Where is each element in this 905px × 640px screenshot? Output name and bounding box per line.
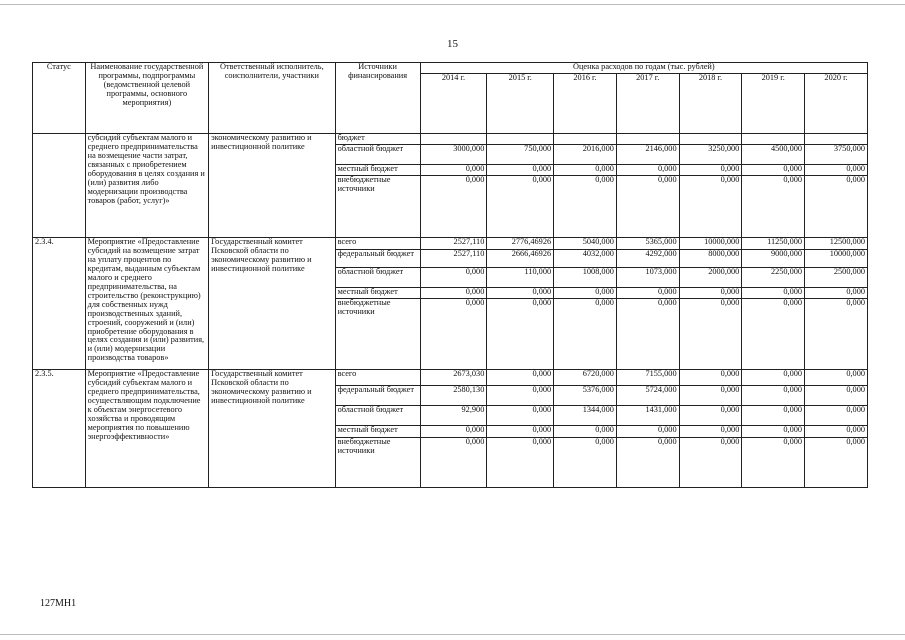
source-cell: местный бюджет bbox=[335, 165, 420, 176]
source-cell: всего bbox=[335, 370, 420, 386]
value-cell: 92,900 bbox=[420, 406, 487, 426]
value-cell: 0,000 bbox=[487, 438, 554, 488]
value-cell: 4292,000 bbox=[616, 250, 679, 268]
value-cell: 1008,000 bbox=[554, 268, 617, 288]
value-cell: 2673,030 bbox=[420, 370, 487, 386]
status-cell: 2.3.4. bbox=[33, 238, 86, 370]
source-cell: федеральный бюджет bbox=[335, 250, 420, 268]
value-cell bbox=[805, 134, 868, 145]
source-cell: внебюджетные источники bbox=[335, 299, 420, 370]
header-status: Статус bbox=[33, 63, 86, 134]
header-year: 2014 г. bbox=[420, 74, 487, 134]
value-cell: 0,000 bbox=[554, 176, 617, 238]
value-cell: 0,000 bbox=[616, 299, 679, 370]
value-cell: 0,000 bbox=[742, 426, 805, 438]
value-cell: 0,000 bbox=[742, 438, 805, 488]
value-cell: 0,000 bbox=[487, 386, 554, 406]
table-row bbox=[33, 238, 868, 250]
value-cell: 2000,000 bbox=[679, 268, 742, 288]
value-cell bbox=[742, 134, 805, 145]
value-cell: 2527,110 bbox=[420, 238, 487, 250]
value-cell: 0,000 bbox=[420, 426, 487, 438]
value-cell: 0,000 bbox=[554, 165, 617, 176]
header-responsible: Ответственный исполнитель, соисполнители, участники bbox=[209, 63, 336, 134]
value-cell: 0,000 bbox=[554, 288, 617, 299]
value-cell: 0,000 bbox=[742, 406, 805, 426]
source-cell: федеральный бюджет bbox=[335, 386, 420, 406]
value-cell: 0,000 bbox=[420, 176, 487, 238]
scan-artifact-bottom bbox=[0, 634, 905, 635]
header-name: Наименование государственной программы, подпрограммы (ведомственной целевой программы, основного мероприятия) bbox=[85, 63, 208, 134]
value-cell: 110,000 bbox=[487, 268, 554, 288]
value-cell: 0,000 bbox=[679, 288, 742, 299]
value-cell: 2500,000 bbox=[805, 268, 868, 288]
header-year: 2016 г. bbox=[554, 74, 617, 134]
value-cell: 3000,000 bbox=[420, 145, 487, 165]
value-cell: 0,000 bbox=[616, 426, 679, 438]
value-cell: 4500,000 bbox=[742, 145, 805, 165]
value-cell: 6720,000 bbox=[554, 370, 617, 386]
value-cell: 0,000 bbox=[805, 165, 868, 176]
value-cell bbox=[554, 134, 617, 145]
responsible-cell: Государственный комитет Псковской области по экономическому развитию и инвестиционной политике bbox=[209, 370, 336, 488]
value-cell: 0,000 bbox=[679, 299, 742, 370]
value-cell: 3750,000 bbox=[805, 145, 868, 165]
source-cell: областной бюджет bbox=[335, 406, 420, 426]
value-cell: 2776,46926 bbox=[487, 238, 554, 250]
table-row bbox=[33, 134, 868, 145]
value-cell: 7155,000 bbox=[616, 370, 679, 386]
value-cell: 0,000 bbox=[420, 268, 487, 288]
source-cell: внебюджетные источники bbox=[335, 176, 420, 238]
value-cell: 5724,000 bbox=[616, 386, 679, 406]
value-cell: 0,000 bbox=[679, 386, 742, 406]
value-cell: 0,000 bbox=[616, 165, 679, 176]
value-cell: 0,000 bbox=[742, 299, 805, 370]
value-cell: 0,000 bbox=[487, 426, 554, 438]
source-cell: внебюджетные источники bbox=[335, 438, 420, 488]
value-cell: 0,000 bbox=[805, 406, 868, 426]
status-cell: 2.3.5. bbox=[33, 370, 86, 488]
value-cell: 0,000 bbox=[487, 176, 554, 238]
value-cell: 0,000 bbox=[554, 438, 617, 488]
value-cell: 0,000 bbox=[679, 426, 742, 438]
value-cell: 8000,000 bbox=[679, 250, 742, 268]
value-cell: 0,000 bbox=[679, 406, 742, 426]
value-cell: 0,000 bbox=[805, 370, 868, 386]
value-cell: 2250,000 bbox=[742, 268, 805, 288]
value-cell: 0,000 bbox=[742, 370, 805, 386]
value-cell: 0,000 bbox=[679, 165, 742, 176]
value-cell: 0,000 bbox=[487, 165, 554, 176]
header-year: 2017 г. bbox=[616, 74, 679, 134]
value-cell: 5040,000 bbox=[554, 238, 617, 250]
value-cell: 0,000 bbox=[487, 406, 554, 426]
value-cell: 0,000 bbox=[487, 370, 554, 386]
value-cell: 1344,000 bbox=[554, 406, 617, 426]
value-cell: 0,000 bbox=[616, 176, 679, 238]
value-cell: 0,000 bbox=[487, 299, 554, 370]
table-row bbox=[33, 370, 868, 386]
header-year: 2015 г. bbox=[487, 74, 554, 134]
value-cell: 0,000 bbox=[420, 438, 487, 488]
value-cell: 9000,000 bbox=[742, 250, 805, 268]
value-cell: 0,000 bbox=[742, 165, 805, 176]
expenditure-table bbox=[32, 62, 868, 488]
header-year: 2018 г. bbox=[679, 74, 742, 134]
responsible-cell: Государственный комитет Псковской области по экономическому развитию и инвестиционной политике bbox=[209, 238, 336, 370]
responsible-cell: экономическому развитию и инвестиционной политике bbox=[209, 134, 336, 238]
header-estimate: Оценка расходов по годам (тыс. рублей) bbox=[420, 63, 867, 74]
name-cell: субсидий субъектам малого и среднего предпринимательства на возмещение части затрат, связанных с приобретением оборудования в целях создания и (или) развития либо модернизации производства товаров (работ, услуг)» bbox=[85, 134, 208, 238]
value-cell: 0,000 bbox=[679, 438, 742, 488]
value-cell bbox=[420, 134, 487, 145]
value-cell: 0,000 bbox=[679, 370, 742, 386]
value-cell bbox=[616, 134, 679, 145]
source-cell: областной бюджет bbox=[335, 145, 420, 165]
value-cell: 1431,000 bbox=[616, 406, 679, 426]
value-cell: 0,000 bbox=[742, 288, 805, 299]
value-cell: 2527,110 bbox=[420, 250, 487, 268]
header-year: 2019 г. bbox=[742, 74, 805, 134]
value-cell: 0,000 bbox=[420, 165, 487, 176]
source-cell: местный бюджет bbox=[335, 288, 420, 299]
value-cell: 0,000 bbox=[805, 299, 868, 370]
page-number: 15 bbox=[447, 38, 458, 50]
source-cell: бюджет bbox=[335, 134, 420, 145]
value-cell: 0,000 bbox=[742, 386, 805, 406]
value-cell bbox=[487, 134, 554, 145]
value-cell: 12500,000 bbox=[805, 238, 868, 250]
value-cell: 0,000 bbox=[616, 438, 679, 488]
value-cell: 0,000 bbox=[487, 288, 554, 299]
value-cell: 2016,000 bbox=[554, 145, 617, 165]
source-cell: местный бюджет bbox=[335, 426, 420, 438]
value-cell: 0,000 bbox=[679, 176, 742, 238]
value-cell: 3250,000 bbox=[679, 145, 742, 165]
value-cell: 4032,000 bbox=[554, 250, 617, 268]
value-cell: 0,000 bbox=[554, 299, 617, 370]
footer-code: 127МН1 bbox=[40, 598, 77, 609]
value-cell: 0,000 bbox=[742, 176, 805, 238]
value-cell: 0,000 bbox=[554, 426, 617, 438]
value-cell: 0,000 bbox=[805, 426, 868, 438]
table-header bbox=[33, 63, 868, 134]
value-cell: 1073,000 bbox=[616, 268, 679, 288]
value-cell: 0,000 bbox=[420, 299, 487, 370]
value-cell: 11250,000 bbox=[742, 238, 805, 250]
value-cell: 750,000 bbox=[487, 145, 554, 165]
value-cell: 2146,000 bbox=[616, 145, 679, 165]
name-cell: Мероприятие «Предоставление субсидий на возмещение затрат на уплату процентов по кредитам, выданным субъектам малого и среднего предпринимательства, на строительство (реконструкцию) для собственных нужд производственных зданий, строений, сооружений и (или) приобретение оборудования в целях создания и (или) развития, и (или) модернизации производства товаров» bbox=[85, 238, 208, 370]
header-year: 2020 г. bbox=[805, 74, 868, 134]
header-sources: Источники финансирования bbox=[335, 63, 420, 134]
value-cell: 0,000 bbox=[805, 176, 868, 238]
value-cell: 0,000 bbox=[805, 288, 868, 299]
status-cell bbox=[33, 134, 86, 238]
table-body bbox=[33, 134, 868, 488]
scan-artifact-top bbox=[0, 4, 905, 5]
value-cell: 10000,000 bbox=[805, 250, 868, 268]
value-cell: 5365,000 bbox=[616, 238, 679, 250]
value-cell bbox=[679, 134, 742, 145]
value-cell: 10000,000 bbox=[679, 238, 742, 250]
value-cell: 0,000 bbox=[805, 386, 868, 406]
value-cell: 0,000 bbox=[616, 288, 679, 299]
value-cell: 0,000 bbox=[805, 438, 868, 488]
name-cell: Мероприятие «Предоставление субсидий субъектам малого и среднего предпринимательства, осуществляющим подключение к объектам энергосетевого хозяйства и проводящим мероприятия по повышению энергоэффективности» bbox=[85, 370, 208, 488]
value-cell: 2580,130 bbox=[420, 386, 487, 406]
source-cell: всего bbox=[335, 238, 420, 250]
value-cell: 0,000 bbox=[420, 288, 487, 299]
source-cell: областной бюджет bbox=[335, 268, 420, 288]
value-cell: 2666,46926 bbox=[487, 250, 554, 268]
value-cell: 5376,000 bbox=[554, 386, 617, 406]
